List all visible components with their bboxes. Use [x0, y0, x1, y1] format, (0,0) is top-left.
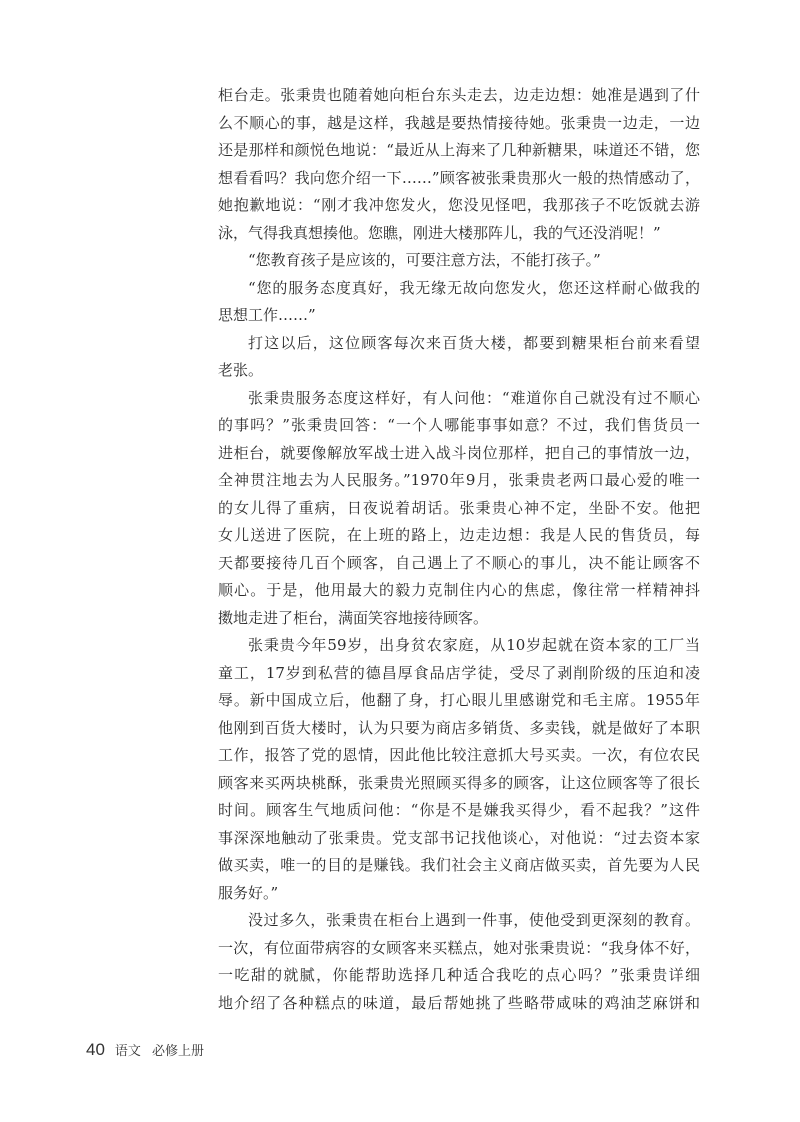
text-line: 的女儿得了重病，日夜说着胡话。张秉贵心神不定，坐卧不安。他把	[218, 498, 700, 517]
text-line: 顾客来买两块桃酥，张秉贵光照顾买得多的顾客，让这位顾客等了很长	[218, 773, 700, 792]
text-line: 他刚到百货大楼时，认为只要为商店多销货、多卖钱，就是做好了本职	[218, 718, 700, 737]
text-line: 时间。顾客生气地质问他：“你是不是嫌我买得少，看不起我？”这件	[218, 801, 700, 819]
text-line: 擞地走进了柜台，满面笑容地接待顾客。	[218, 608, 489, 627]
page-footer	[86, 1040, 204, 1064]
text-line: 工作，报答了党的恩情，因此他比较注意抓大号买卖。一次，有位农民	[218, 746, 700, 764]
text-line: 天都要接待几百个顾客，自己遇上了不顺心的事儿，决不能让顾客不	[218, 553, 700, 572]
paragraph	[218, 275, 700, 330]
text-line: 服务好。”	[218, 883, 279, 902]
paragraph	[218, 247, 700, 275]
text-line: 一次，有位面带病容的女顾客来买糕点，她对张秉贵说：“我身体不好，	[218, 938, 700, 957]
text-line: 进柜台，就要像解放军战士进入战斗岗位那样，把自己的事情放一边，	[218, 443, 700, 462]
text-line: 泳，气得我真想揍他。您瞧，刚进大楼那阵儿，我的气还没消呢！”	[218, 223, 661, 242]
text-line: 么不顺心的事，越是这样，我越是要热情接待她。张秉贵一边走，一边	[218, 113, 700, 132]
paragraph	[218, 632, 700, 907]
text-line: “您的服务态度真好，我无缘无故向您发火，您还这样耐心做我的	[248, 278, 700, 297]
body-text	[218, 82, 700, 1017]
text-line: 一吃甜的就腻，你能帮助选择几种适合我吃的点心吗？”张秉贵详细	[218, 966, 700, 984]
text-line: 的事吗？”张秉贵回答：“一个人哪能事事如意？不过，我们售货员一	[218, 416, 700, 434]
text-line: 想看看吗？我向您介绍一下……”顾客被张秉贵那火一般的热情感动了，	[218, 168, 700, 187]
text-line: 没过多久，张秉贵在柜台上遇到一件事，使他受到更深刻的教育。	[248, 911, 700, 929]
paragraph	[218, 330, 700, 385]
text-line: 地介绍了各种糕点的味道，最后帮她挑了些略带咸味的鸡油芝麻饼和	[218, 993, 700, 1012]
text-line: 辱。新中国成立后，他翻了身，打心眼儿里感谢党和毛主席。1955年	[218, 691, 700, 709]
text-line: 打这以后，这位顾客每次来百货大楼，都要到糖果柜台前来看望	[248, 333, 700, 352]
text-line: 顺心。于是，他用最大的毅力克制住内心的焦虑，像往常一样精神抖	[218, 581, 700, 599]
page-number: 40	[86, 1040, 105, 1059]
text-line: 老张。	[218, 361, 264, 379]
paragraph	[218, 82, 700, 247]
text-line: 张秉贵服务态度这样好，有人问他：“难道你自己就没有过不顺心	[248, 388, 700, 407]
text-line: 做买卖，唯一的目的是赚钱。我们社会主义商店做买卖，首先要为人民	[218, 856, 700, 874]
text-line: 事深深地触动了张秉贵。党支部书记找他谈心，对他说：“过去资本家	[218, 828, 700, 847]
paragraph	[218, 907, 700, 1017]
text-line: 女儿送进了医院，在上班的路上，边走边想：我是人民的售货员，每	[218, 526, 700, 544]
text-line: 还是那样和颜悦色地说：“最近从上海来了几种新糖果，味道还不错，您	[218, 141, 700, 159]
text-line: 全神贯注地去为人民服务。”1970年9月，张秉贵老两口最心爱的唯一	[218, 471, 700, 489]
text-line: 她抱歉地说：“刚才我冲您发火，您没见怪吧，我那孩子不吃饭就去游	[218, 196, 700, 214]
text-line: “您教育孩子是应该的，可要注意方法，不能打孩子。”	[248, 251, 601, 269]
footer-volume: 必修上册	[151, 1044, 204, 1059]
text-line: 思想工作……”	[218, 306, 316, 324]
text-line: 童工，17岁到私营的德昌厚食品店学徒，受尽了剥削阶级的压迫和凌	[218, 663, 700, 682]
text-line: 柜台走。张秉贵也随着她向柜台东头走去，边走边想：她准是遇到了什	[218, 86, 700, 104]
text-line: 张秉贵今年59岁，出身贫农家庭，从10岁起就在资本家的工厂当	[248, 636, 700, 654]
paragraph	[218, 385, 700, 633]
footer-subject: 语文	[114, 1044, 141, 1059]
